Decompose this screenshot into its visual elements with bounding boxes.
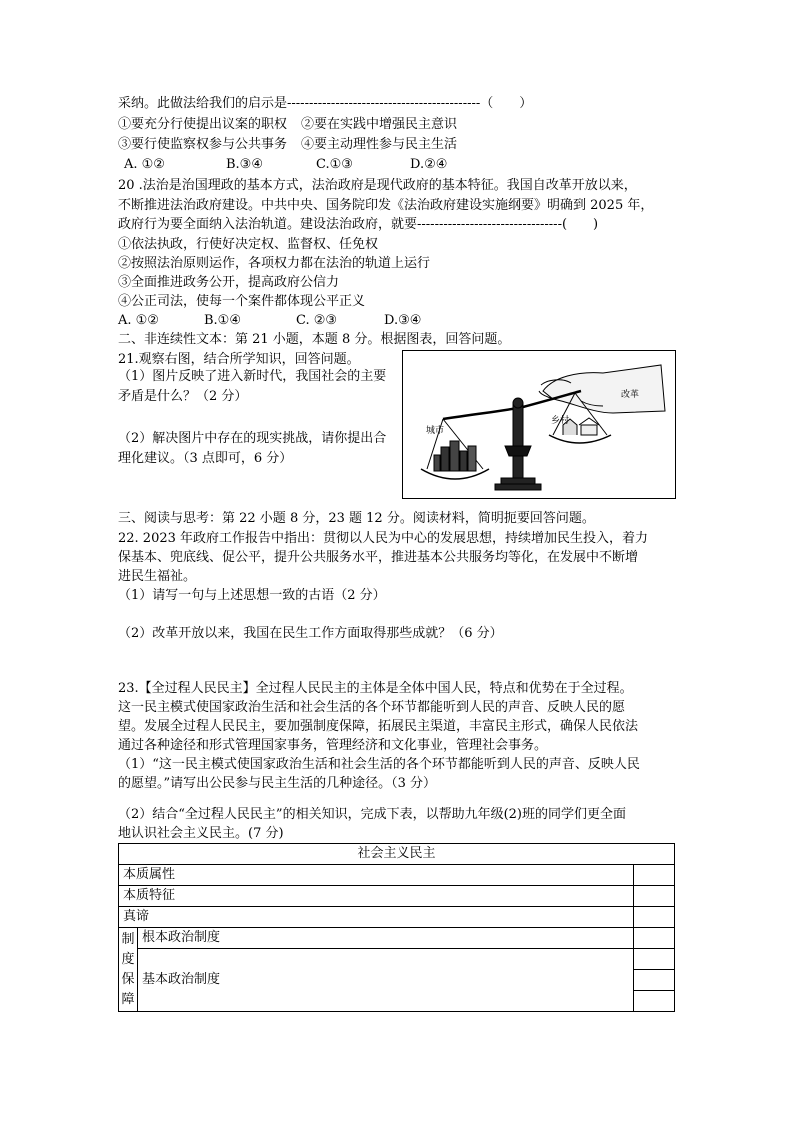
q23-part2-line2: 地认识社会主义民主。(7 分) <box>118 826 284 841</box>
q20-s3: ③全面推进政务公开，提高政府公信力 <box>118 275 340 290</box>
balance-scale-illustration <box>403 351 675 498</box>
q19-option-d[interactable]: D.②④ <box>410 157 448 172</box>
table-answer-cell[interactable] <box>634 886 675 907</box>
figure-label-village: 乡村 <box>551 416 570 426</box>
q22-stem-line3: 进民生福祉。 <box>118 569 197 584</box>
q22-part1: （1）请写一句与上述思想一致的古语（2 分） <box>118 588 386 603</box>
q20-option-a[interactable]: A. ①② <box>118 313 159 328</box>
q19-statements-row1 <box>118 116 457 134</box>
table-answer-cell[interactable] <box>634 865 675 886</box>
balance-scale-figure <box>402 350 676 499</box>
q23-part1-line1: （1）“这一民主模式使国家政治生活和社会生活的各个环节都能听到人民的声音、反映人民 <box>118 757 640 772</box>
q19-s2: ②要在实践中增强民主意识 <box>301 117 458 132</box>
q22-stem-line2: 保基本、兜底线、促公平，提升公共服务水平，推进基本公共服务均等化，在发展中不断增 <box>118 550 639 565</box>
q20-s2: ②按照法治原则运作，各项权力都在法治的轨道上运行 <box>118 256 431 271</box>
q23-part2-line1: （2）结合“全过程人民民主”的相关知识，完成下表，以帮助九年级(2)班的同学们更全面 <box>118 807 626 822</box>
figure-label-reform: 改革 <box>621 390 640 400</box>
q19-options <box>124 156 447 174</box>
q19-s1: ①要充分行使提出议案的职权 <box>118 117 288 132</box>
q20-option-d[interactable]: D.③④ <box>384 313 422 328</box>
q19-option-b[interactable]: B.③④ <box>226 157 263 172</box>
q21-intro: 21.观察右图，结合所学知识，回答问题。 <box>118 352 360 367</box>
q20-s4: ④公正司法，使每一个案件都体现公平正义 <box>118 294 366 309</box>
q19-stem-tail: 采纳。此做法给我们的启示是--------------------------------------------（ ） <box>118 96 533 111</box>
q20-option-b[interactable]: B.①④ <box>204 313 241 328</box>
table-answer-cell[interactable] <box>634 991 675 1012</box>
q23-stem-line2: 这一民主模式使国家政治生活和社会生活的各个环节都能听到人民的声音、反映人民的愿 <box>118 700 626 715</box>
table-group-char: 保 <box>121 971 135 987</box>
socialist-democracy-table <box>118 843 675 1012</box>
q19-s3: ③要行使监察权参与公共事务 <box>118 137 288 152</box>
q21-part2: （2）解决图片中存在的现实挑战，请你提出合理化建议。（3 点即可，6 分） <box>118 431 387 466</box>
q22-part2: （2）改革开放以来，我国在民生工作方面取得那些成就？（6 分） <box>118 626 503 641</box>
section-3-heading: 三、阅读与思考：第 22 小题 8 分，23 题 12 分。阅读材料，简明扼要回答问题。 <box>118 511 595 526</box>
q20-options <box>118 312 421 330</box>
table-title: 社会主义民主 <box>119 844 675 865</box>
table-sub-label: 根本政治制度 <box>138 928 634 949</box>
q20-stem-line2: 不断推进法治政府建设。中共中央、国务院印发《法治政府建设实施纲要》明确到 2025 年， <box>118 198 654 213</box>
table-group-char: 制 <box>121 931 135 947</box>
table-answer-cell[interactable] <box>634 907 675 928</box>
table-group-label <box>119 928 138 1012</box>
q20-stem-line3: 政府行为要全面纳入法治轨道。建设法治政府，就要---------------------------------( ) <box>118 217 599 232</box>
q23-stem-line3: 望。发展全过程人民民主，要加强制度保障，拓展民主渠道，丰富民主形式，确保人民依法 <box>118 719 639 734</box>
q23-part1-line2: 的愿望。”请写出公民参与民主生活的几种途径。（3 分） <box>118 776 437 791</box>
q20-stem-line1: 20 .法治是治国理政的基本方式，法治政府是现代政府的基本特征。我国自改革开放以来， <box>118 178 637 193</box>
table-sub-label: 基本政治制度 <box>138 949 634 1012</box>
q19-option-c[interactable]: C.①③ <box>316 157 353 172</box>
q19-statements-row2 <box>118 136 457 154</box>
q19-s4: ④要主动理性参与民主生活 <box>301 137 458 152</box>
figure-label-city: 城市 <box>426 426 445 436</box>
q21-part1: （1）图片反映了进入新时代，我国社会的主要矛盾是什么？（2 分） <box>118 369 387 404</box>
q20-s1: ①依法执政，行使好决定权、监督权、任免权 <box>118 237 379 252</box>
q22-stem-line1: 22. 2023 年政府工作报告中指出：贯彻以人民为中心的发展思想，持续增加民生投入，着力 <box>118 531 649 546</box>
table-answer-cell[interactable] <box>634 928 675 949</box>
table-group-char: 度 <box>121 951 135 967</box>
q20-option-c[interactable]: C. ②③ <box>296 313 338 328</box>
q23-stem-line1: 23.【全过程人民民主】全过程人民民主的主体是全体中国人民，特点和优势在于全过程。 <box>118 681 633 696</box>
table-row-label: 真谛 <box>119 907 634 928</box>
table-answer-cell[interactable] <box>634 970 675 991</box>
table-group-char: 障 <box>121 991 135 1007</box>
section-2-heading: 二、非连续性文本：第 21 小题，本题 8 分。根据图表，回答问题。 <box>118 332 511 347</box>
q23-stem-line4: 通过各种途径和形式管理国家事务，管理经济和文化事业，管理社会事务。 <box>118 738 548 753</box>
table-row-label: 本质特征 <box>119 886 634 907</box>
table-row-label: 本质属性 <box>119 865 634 886</box>
q19-option-a[interactable]: A. ①② <box>124 157 165 172</box>
table-answer-cell[interactable] <box>634 949 675 970</box>
